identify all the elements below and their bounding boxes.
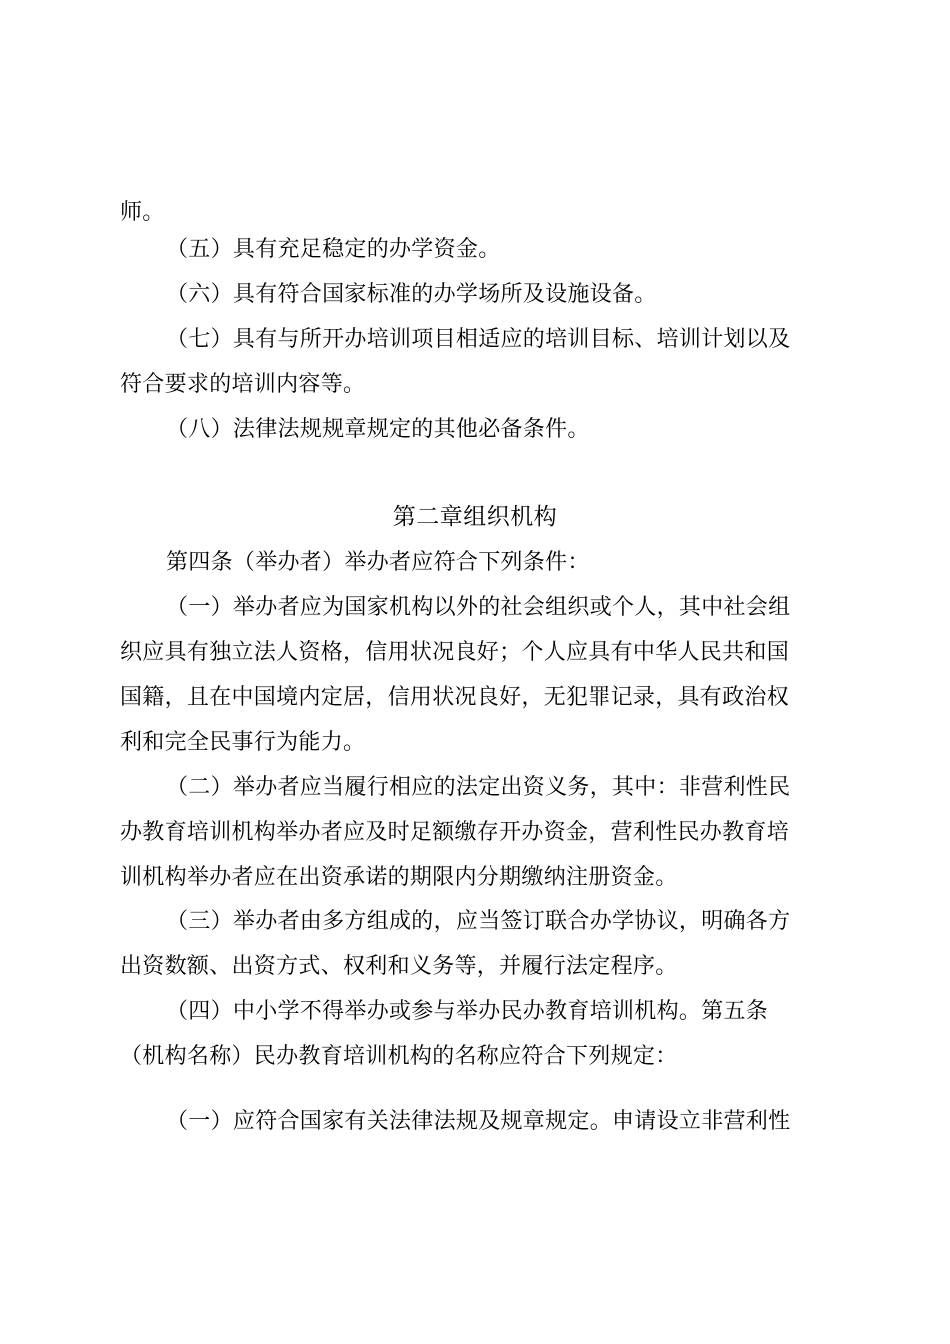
text-line: 办教育培训机构举办者应及时足额缴存开办资金，营利性民办教育培	[120, 820, 790, 845]
text-line: 国籍，且在中国境内定居，信用状况良好，无犯罪记录，具有政治权	[120, 685, 790, 710]
text-line: （六）具有符合国家标准的办学场所及设施设备。	[166, 282, 657, 307]
text-line: 织应具有独立法人资格，信用状况良好；个人应具有中华人民共和国	[120, 640, 790, 665]
text-line: （一）应符合国家有关法律法规及规章规定。申请设立非营利性	[166, 1109, 791, 1134]
text-line: （二）举办者应当履行相应的法定出资义务，其中：非营利性民	[166, 775, 791, 800]
text-line: 第四条（举办者）举办者应符合下列条件：	[166, 550, 590, 575]
text-line: 出资数额、出资方式、权利和义务等，并履行法定程序。	[120, 954, 678, 979]
text-line: 训机构举办者应在出资承诺的期限内分期缴纳注册资金。	[120, 865, 678, 890]
text-line: （机构名称）民办教育培训机构的名称应符合下列规定：	[120, 1044, 678, 1069]
text-line: （三）举办者由多方组成的，应当签订联合办学协议，明确各方	[166, 909, 791, 934]
chapter-title: 第二章组织机构	[392, 504, 558, 530]
text-line: 师。	[120, 200, 165, 225]
text-line: （七）具有与所开办培训项目相适应的培训目标、培训计划以及	[166, 327, 791, 352]
text-line: （八）法律法规规章规定的其他必备条件。	[166, 417, 590, 442]
text-line: （一）举办者应为国家机构以外的社会组织或个人，其中社会组	[166, 595, 791, 620]
text-line: （四）中小学不得举办或参与举办民办教育培训机构。第五条	[166, 999, 769, 1024]
text-line: （五）具有充足稳定的办学资金。	[166, 237, 501, 262]
text-line: 符合要求的培训内容等。	[120, 372, 366, 397]
text-line: 利和完全民事行为能力。	[120, 730, 366, 755]
